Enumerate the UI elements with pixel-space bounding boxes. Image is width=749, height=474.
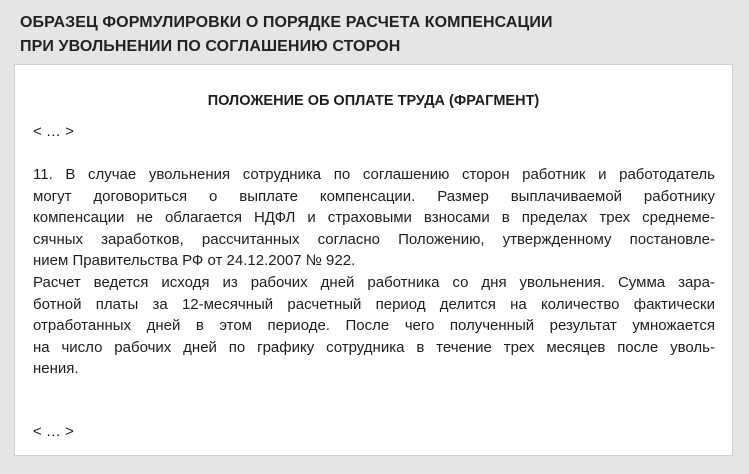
text-line: Расчет ведется исходя из рабочих дней работника со дня увольнения. Сумма зара- <box>33 273 715 291</box>
text-line: отработанных дней в этом периоде. После чего полученный результат умножается <box>33 317 715 335</box>
paragraph-calculation <box>33 272 715 380</box>
omission-marker-bottom: < … > <box>33 423 74 440</box>
text-line: на число рабочих дней по графику сотрудника в течение трех месяцев после уволь- <box>33 338 715 356</box>
text-line: сячных заработков, рассчитанных согласно Положению, утвержденному постановле- <box>33 230 715 248</box>
page-title-line-2: ПРИ УВОЛЬНЕНИИ ПО СОГЛАШЕНИЮ СТОРОН <box>20 38 401 55</box>
page-title-line-1: ОБРАЗЕЦ ФОРМУЛИРОВКИ О ПОРЯДКЕ РАСЧЕТА КОМПЕНСАЦИИ <box>20 14 553 31</box>
text-line: компенсации не облагается НДФЛ и страховыми взносами в пределах трех среднеме- <box>33 209 715 227</box>
text-line: могут договориться о выплате компенсации. Размер выплачиваемой работнику <box>33 187 715 205</box>
text-line: нием Правительства РФ от 24.12.2007 № 922. <box>33 252 356 270</box>
text-line: 11. В случае увольнения сотрудника по соглашению сторон работник и работодатель <box>33 166 715 183</box>
document-body <box>33 164 715 380</box>
document-heading: ПОЛОЖЕНИЕ ОБ ОПЛАТЕ ТРУДА (ФРАГМЕНТ) <box>207 93 540 109</box>
document-card <box>14 64 733 456</box>
omission-marker-top: < … > <box>33 123 74 140</box>
text-line: нения. <box>33 360 79 378</box>
page-title <box>20 11 553 59</box>
text-line: ботной платы за 12-месячный расчетный период делится на количество фактически <box>33 295 715 313</box>
paragraph-clause-11 <box>33 164 715 272</box>
